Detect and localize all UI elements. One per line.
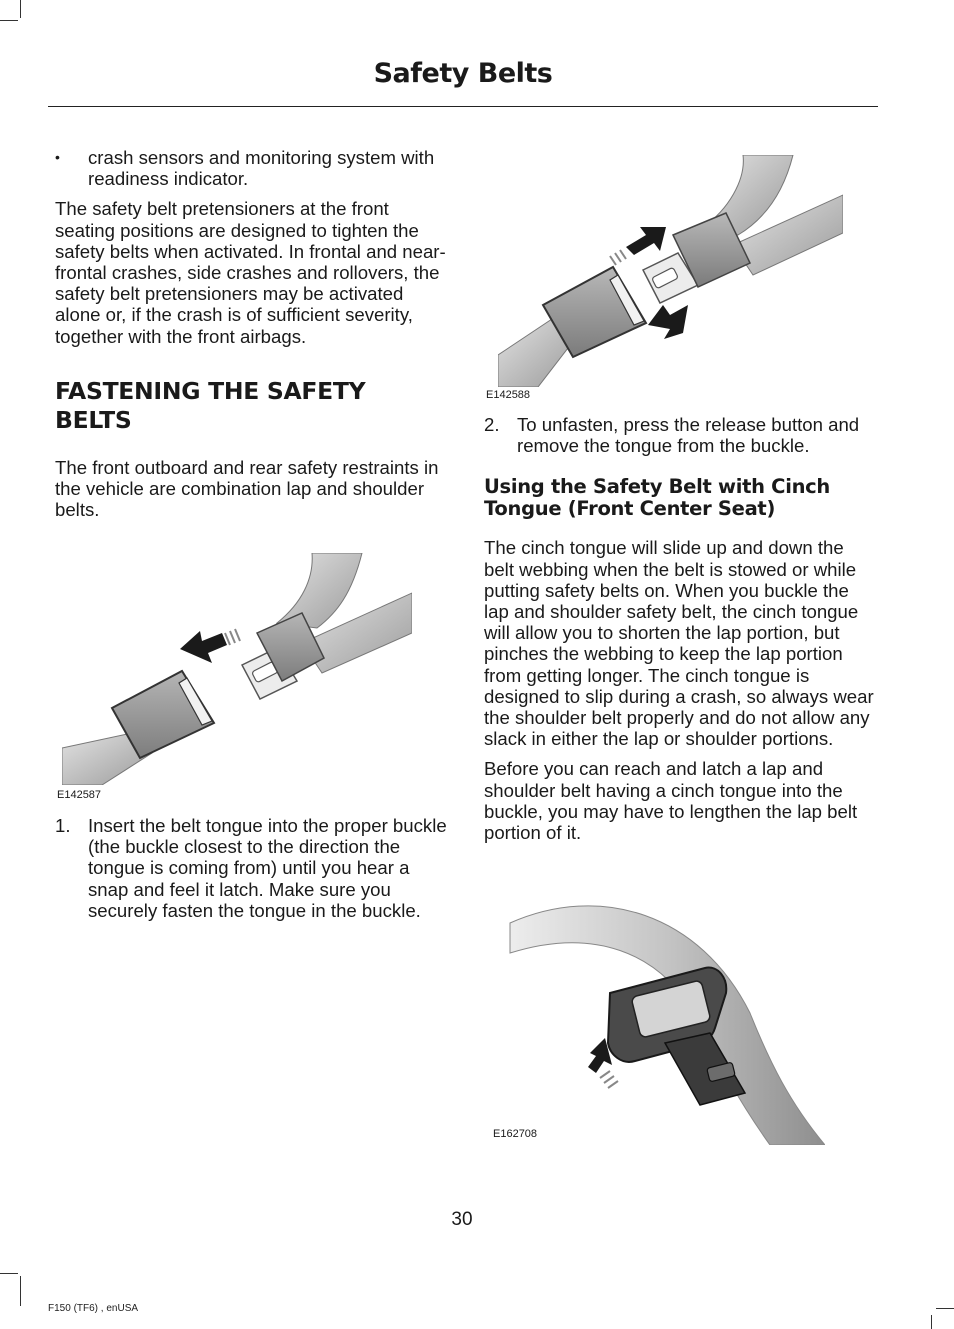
figure-unfasten-belt xyxy=(498,155,843,387)
page-title: Safety Belts xyxy=(373,58,553,89)
figure-code: E162708 xyxy=(493,1128,538,1140)
step-text: Insert the belt tongue into the proper buckle (the buckle closest to the direction the tongue is coming from) until you hear a snap and feel it latch. Make sure you securely fasten the tongue in the buckle. xyxy=(88,815,447,921)
figure-cinch-tongue xyxy=(500,893,825,1145)
bullet-item xyxy=(55,147,447,189)
document-id: F150 (TF6) , enUSA xyxy=(48,1303,139,1314)
crop-mark-bottom-right-v1 xyxy=(931,1315,932,1329)
step-item xyxy=(484,414,876,456)
left-column xyxy=(55,147,447,529)
bullet-mark: • xyxy=(55,149,60,165)
crop-mark-bottom-right-h xyxy=(936,1308,954,1309)
shoulder-belt-webbing xyxy=(277,553,362,628)
bullet-text: crash sensors and monitoring system with readiness indicator. xyxy=(88,147,435,190)
release-arrow-icon xyxy=(648,305,688,339)
title-rule xyxy=(48,106,878,107)
figure-code: E142588 xyxy=(486,389,531,401)
step-text: To unfasten, press the release button and remove the tongue from the buckle. xyxy=(517,414,860,457)
subsection-heading: Using the Safety Belt with Cinch Tongue (Front Center Seat) xyxy=(484,475,830,521)
restraints-paragraph: The front outboard and rear safety restraints in the vehicle are combination lap and shoulder belts. xyxy=(55,456,439,521)
crop-mark-top-left-v xyxy=(20,0,21,18)
step-item xyxy=(55,815,447,921)
figure-insert-belt xyxy=(62,553,412,785)
cinch-tongue-paragraph: The cinch tongue will slide up and down the belt webbing when the belt is stowed or while putting safety belts on. When you buckle the lap and shoulder safety belt, the cinch tongue will allow you to shorten the lap portion, but pinches the webbing to keep the lap portion from getting longer. The cinch tongue is designed to slip during a crash, so always wear the shoulder belt properly and do not allow any slack in either the lap or shoulder portions. xyxy=(484,537,874,750)
remove-arrow-icon xyxy=(626,227,666,255)
crop-mark-bottom-left-v xyxy=(20,1276,21,1306)
left-steps xyxy=(55,815,447,930)
crop-mark-top-left-h xyxy=(0,20,18,21)
page-number: 30 xyxy=(451,1209,473,1230)
crop-mark-bottom-left-h xyxy=(0,1273,18,1274)
insert-arrow-icon xyxy=(180,631,227,663)
pretensioner-paragraph: The safety belt pretensioners at the front seating positions are designed to tighten the safety belts when activated. In frontal and near-frontal crashes, side crashes and rollovers, the safety belt pretensioners may be activated alone or, if the crash is of sufficient severity, together with the front airbags. xyxy=(55,198,446,347)
lengthen-paragraph: Before you can reach and latch a lap and shoulder belt having a cinch tongue into the buckle, you may have to lengthen the lap belt portion of it. xyxy=(484,758,858,844)
step-number: 2. xyxy=(484,414,500,435)
figure-code: E142587 xyxy=(57,789,102,801)
step-number: 1. xyxy=(55,815,71,836)
right-column xyxy=(484,414,876,852)
section-heading: FASTENING THE SAFETY BELTS xyxy=(55,376,366,434)
